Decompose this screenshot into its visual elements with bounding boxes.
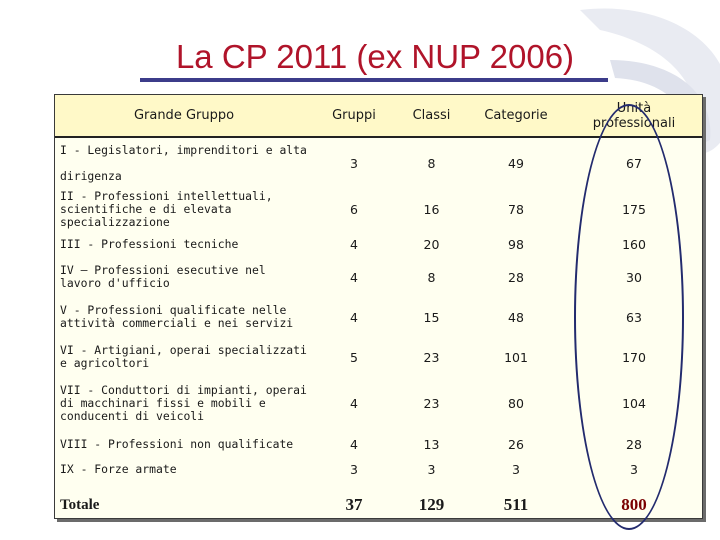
row-categorie: 28 <box>508 269 524 285</box>
row-gruppi: 3 <box>350 461 358 477</box>
row-unita: 160 <box>622 236 646 252</box>
row-gruppi: 4 <box>350 436 358 452</box>
row-label: IV – Professioni esecutive nel lavoro d'ufficio <box>60 263 266 290</box>
row-unita: 67 <box>626 155 642 171</box>
row-categorie: 80 <box>508 396 524 411</box>
row-gruppi: 3 <box>350 155 358 171</box>
row-unita: 3 <box>630 461 638 477</box>
row-gruppi: 6 <box>350 201 358 217</box>
row-gruppi: 4 <box>350 396 358 411</box>
row-categorie: 78 <box>508 201 524 217</box>
page-title: La CP 2011 (ex NUP 2006) <box>175 38 575 75</box>
row-classi: 13 <box>423 436 440 452</box>
row-categorie: 3 <box>512 461 520 477</box>
total-classi: 129 <box>418 495 445 514</box>
row-classi: 23 <box>423 349 440 365</box>
row-classi: 3 <box>427 461 436 477</box>
row-label: V - Professioni qualificate nelle attività commerciali e nei servizi <box>60 303 294 330</box>
title-underline <box>140 78 608 82</box>
row-unita: 175 <box>622 201 646 217</box>
row-unita: 104 <box>622 396 646 411</box>
row-label: II - Professioni intellettuali, scientifiche e di elevata specializzazione <box>60 188 273 229</box>
row-label: VI - Artigiani, operai specializzati e agricoltori <box>60 343 307 370</box>
row-classi: 15 <box>423 309 440 325</box>
row-classi: 20 <box>423 236 440 252</box>
total-gruppi: 37 <box>345 495 363 514</box>
row-categorie: 101 <box>504 349 528 365</box>
row-label: VIII - Professioni non qualificate <box>60 436 294 451</box>
header-classi: Classi <box>412 108 451 123</box>
total-categorie: 511 <box>503 495 529 514</box>
row-categorie: 98 <box>508 236 524 252</box>
row-unita: 30 <box>626 269 642 285</box>
row-gruppi: 5 <box>350 349 358 365</box>
total-unita: 800 <box>621 495 647 514</box>
row-categorie: 48 <box>508 309 524 325</box>
row-categorie: 26 <box>508 436 524 452</box>
row-label: VII - Conduttori di impianti, operai di macchinari fissi e mobili e conducenti di veicoli <box>60 383 307 423</box>
row-classi: 8 <box>427 155 436 171</box>
row-unita: 63 <box>626 309 642 325</box>
table-header-row <box>55 95 702 138</box>
header-unita-professionali: Unità professionali <box>592 100 676 131</box>
row-gruppi: 4 <box>350 309 358 325</box>
row-label: III - Professioni tecniche <box>60 236 239 251</box>
header-categorie: Categorie <box>484 108 548 123</box>
row-classi: 16 <box>423 201 440 217</box>
row-gruppi: 4 <box>350 236 358 252</box>
header-gruppi: Gruppi <box>332 108 376 123</box>
header-grande-gruppo: Grande Gruppo <box>133 108 235 123</box>
row-unita: 28 <box>626 436 642 452</box>
row-classi: 23 <box>423 396 440 411</box>
row-label: I - Legislatori, imprenditori e alta dirigenza <box>60 142 307 183</box>
row-unita: 170 <box>622 349 646 365</box>
total-label: Totale <box>60 496 100 513</box>
professions-table <box>54 94 703 519</box>
row-categorie: 49 <box>508 155 524 171</box>
row-gruppi: 4 <box>350 269 358 285</box>
row-label: IX - Forze armate <box>60 461 177 476</box>
row-classi: 8 <box>427 269 436 285</box>
